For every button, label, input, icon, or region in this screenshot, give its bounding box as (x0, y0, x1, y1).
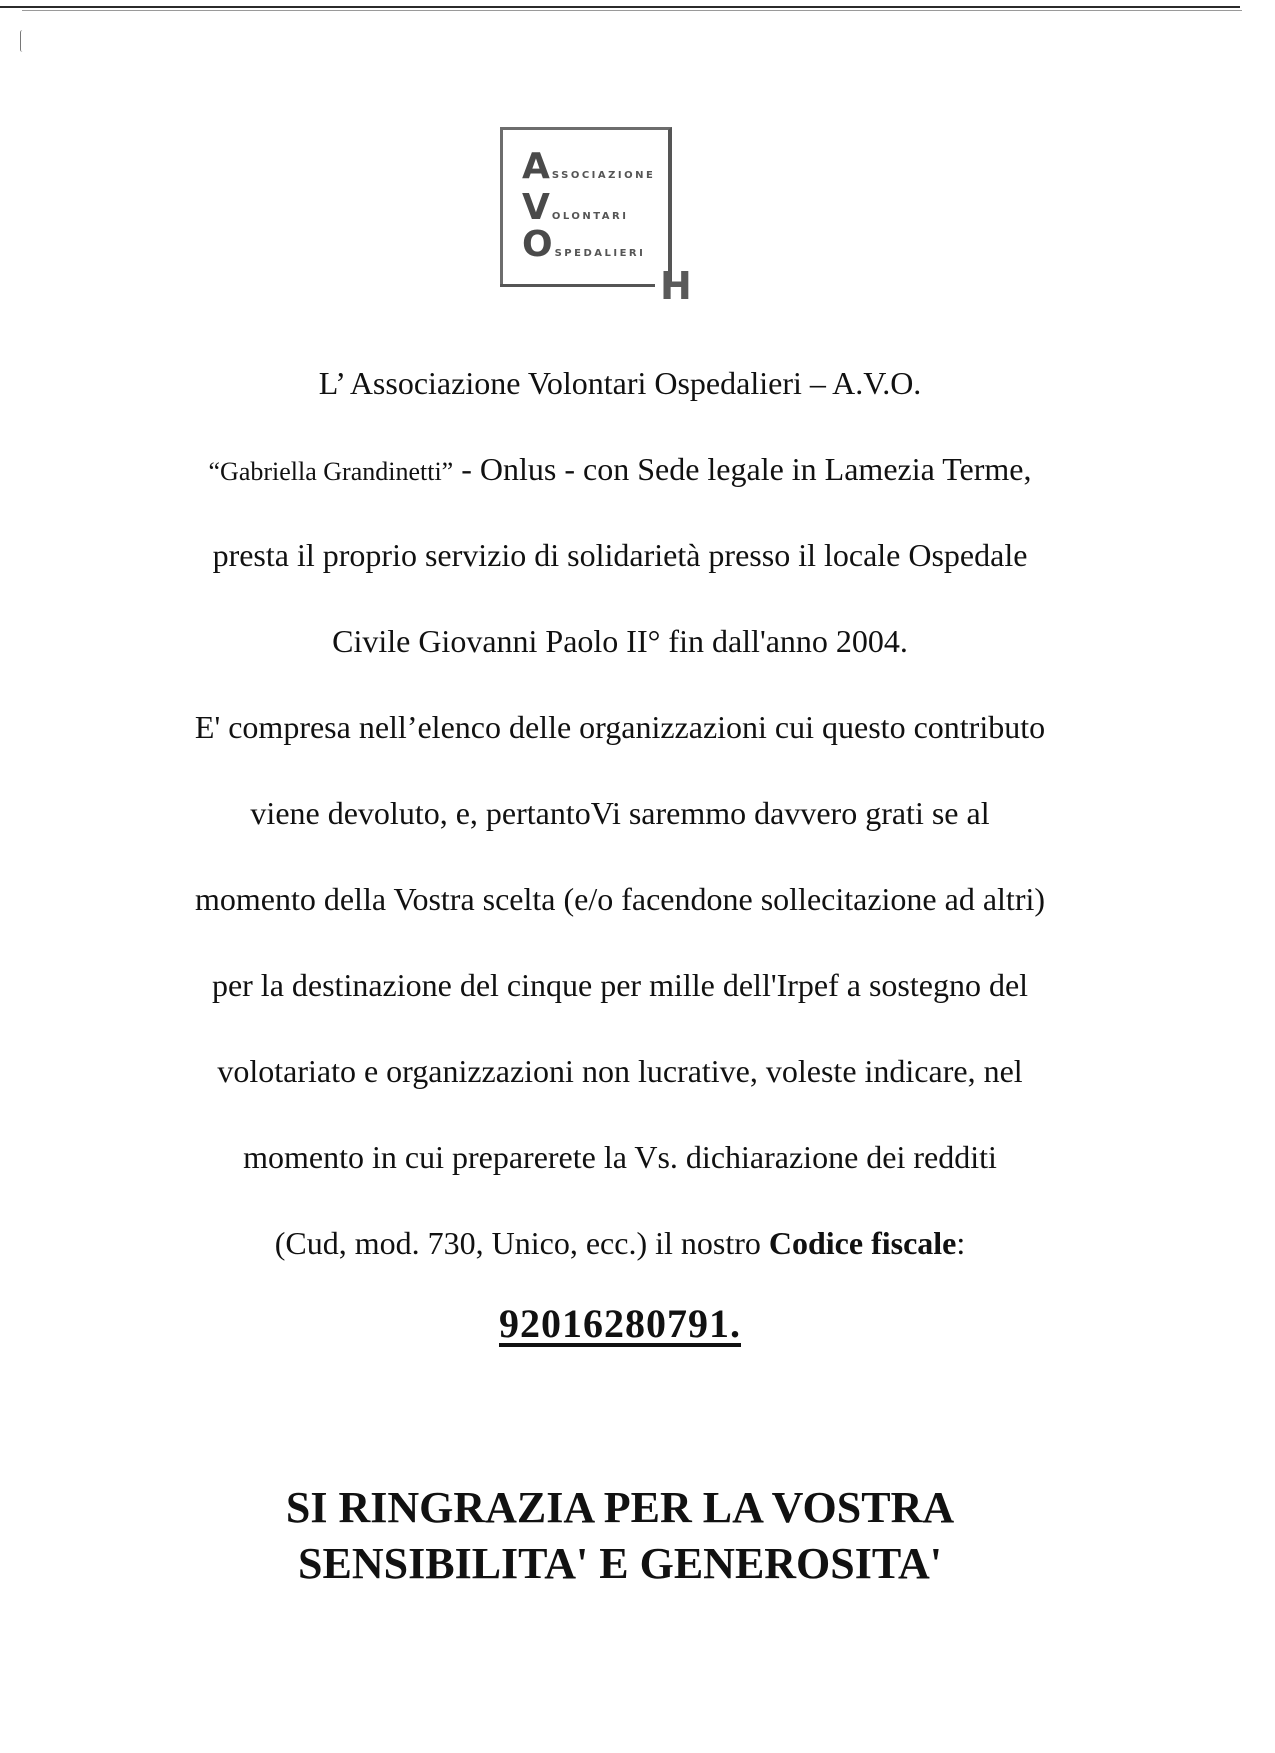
letter-line-10: momento in cui preparerete la Vs. dichiarazione dei redditi (243, 1139, 997, 1175)
scan-mark (20, 30, 25, 52)
logo-initial-a: A (522, 146, 550, 187)
logo-row-associazione (522, 146, 656, 187)
codice-fiscale-number: 92016280791. (499, 1301, 741, 1346)
letter-line-5: E' compresa nell’elenco delle organizzazioni cui questo contributo (194, 709, 1046, 745)
letter-line-11 (0, 1200, 1240, 1286)
letter-line-3: presta il proprio servizio di solidarietà presso il locale Ospedale (212, 537, 1028, 573)
scan-border-line (22, 10, 1242, 11)
logo-frame-bottom (500, 284, 655, 287)
letter-line-11-post: : (956, 1225, 966, 1261)
letter-line-8: per la destinazione del cinque per mille dell'Irpef a sostegno del (211, 967, 1029, 1003)
logo-row-volontari (522, 187, 629, 228)
letter-line-9: volotariato e organizzazioni non lucrative, voleste indicare, nel (217, 1053, 1023, 1089)
logo-h-letter: H (660, 264, 692, 308)
logo-initial-o: O (522, 224, 553, 265)
letter-line-6: viene devoluto, e, pertantoVi saremmo davvero grati se al (250, 795, 990, 831)
scan-border-top (0, 6, 1240, 8)
letter-body (0, 340, 1240, 1286)
logo-initial-v: V (522, 187, 550, 228)
letter-line-2 (0, 426, 1240, 512)
logo-word-volontari: OLONTARI (551, 211, 629, 222)
letter-line-1: L’ Associazione Volontari Ospedalieri – A.V.O. (318, 365, 922, 401)
letter-line-2-rest: - Onlus - con Sede legale in Lamezia Terme, (453, 451, 1032, 487)
logo-row-ospedalieri (522, 224, 646, 265)
logo-word-associazione: SSOCIAZIONE (551, 170, 656, 181)
logo-word-ospedalieri: SPEDALIERI (554, 248, 646, 259)
letter-line-11-pre: (Cud, mod. 730, Unico, ecc.) il nostro (274, 1225, 769, 1261)
thanks-line-2: SENSIBILITA' E GENEROSITA' (298, 1539, 942, 1588)
thanks-line-1: SI RINGRAZIA PER LA VOSTRA (285, 1483, 955, 1532)
letter-line-7: momento della Vostra scelta (e/o facendone sollecitazione ad altri) (194, 881, 1046, 917)
association-name: “Gabriella Grandinetti” (208, 457, 454, 486)
thanks-message (0, 1480, 1240, 1592)
avo-logo (500, 127, 700, 307)
letter-line-4: Civile Giovanni Paolo II° fin dall'anno 2004. (332, 623, 908, 659)
codice-fiscale-label: Codice fiscale (768, 1225, 957, 1261)
